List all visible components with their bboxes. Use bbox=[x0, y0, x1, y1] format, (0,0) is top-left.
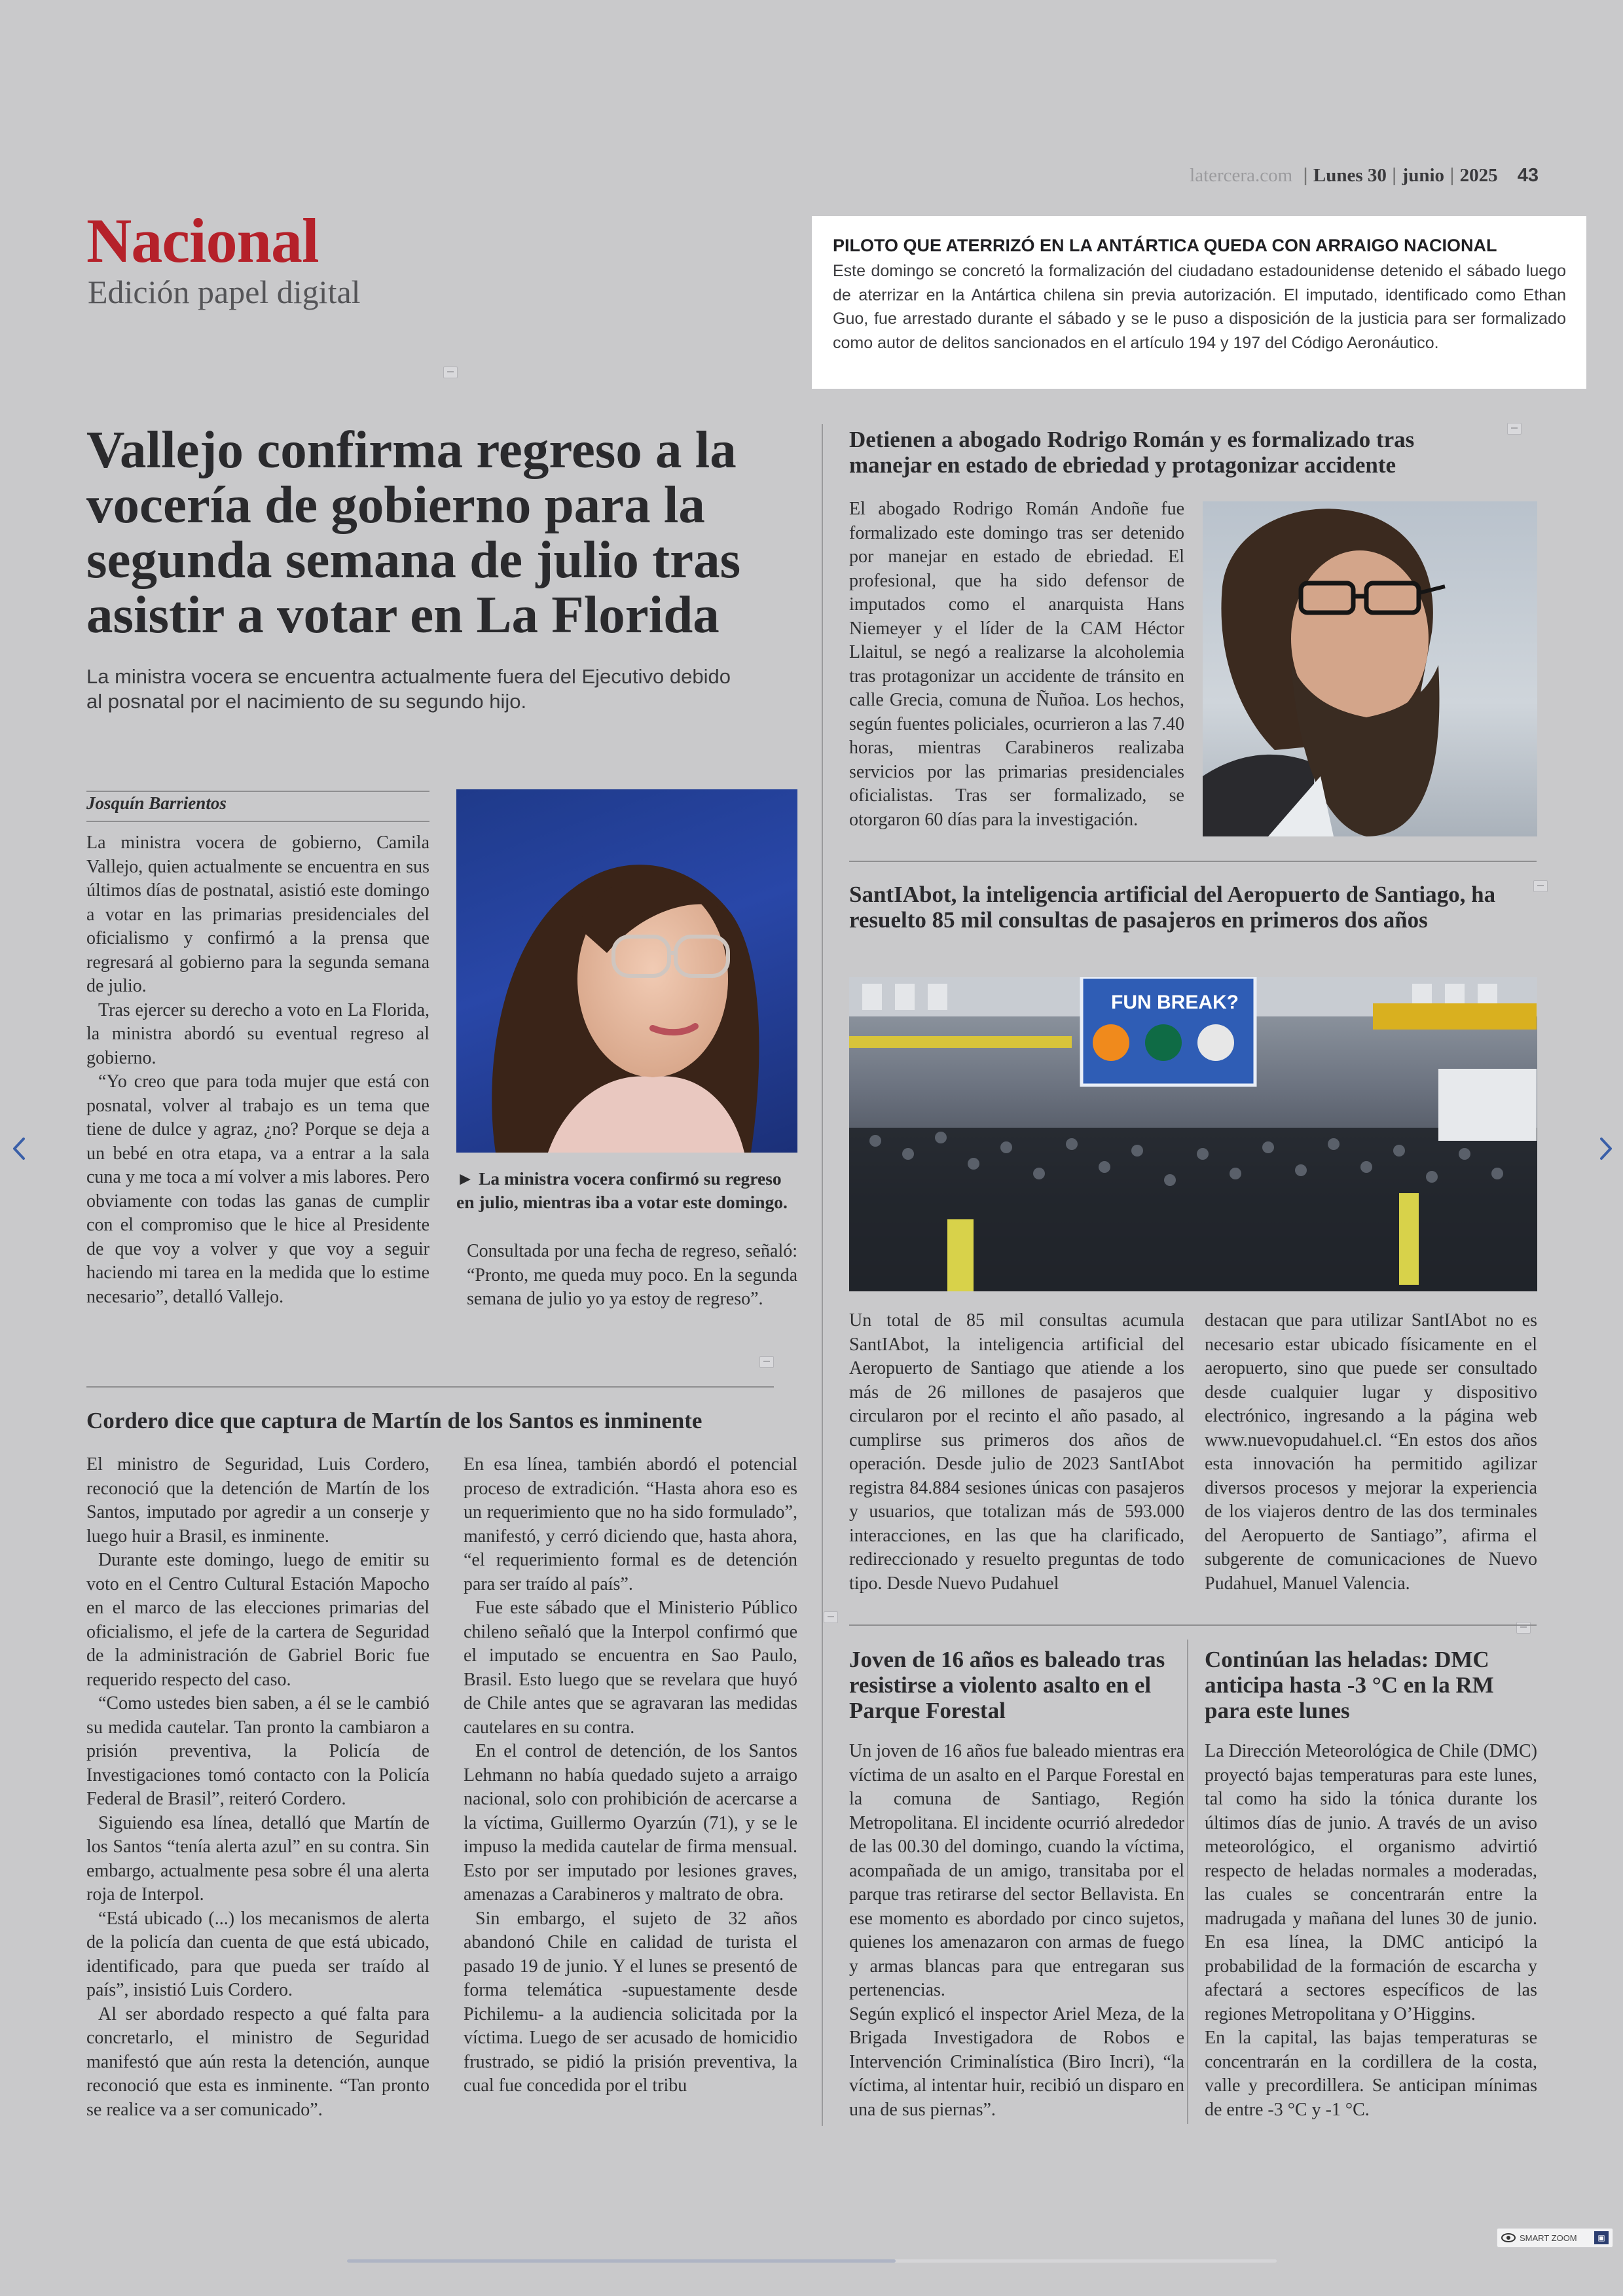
page-marker[interactable] bbox=[759, 1356, 774, 1368]
author-name: Josquín Barrientos bbox=[86, 793, 227, 813]
smart-zoom-button[interactable] bbox=[1497, 2228, 1613, 2248]
heladas-headline: Continúan las heladas: DMC anticipa hasta -3 °C en la RM para este lunes bbox=[1205, 1647, 1494, 1723]
joven-headline: Joven de 16 años es baleado tras resistirse a violento asalto en el Parque Forestal bbox=[849, 1647, 1165, 1723]
caption-arrow-icon: ► bbox=[456, 1168, 475, 1189]
roman-text: El abogado Rodrigo Román Andoñe fue formalizado este domingo tras ser detenido por manejar en estado de ebriedad. El profesional, que ha sido defensor de imputados como el anarquista Hans Niemeyer y el líder de la CAM Héctor Llaitul, se negó a realizarse la alcoholemia tras protagonizar un accidente de tránsito en calle Grecia, comuna de Ñuñoa. Los hechos, según fuentes policiales, ocurrieron a las 7.40 horas, mientras Carabineros realizaba servicios por las primarias presidenciales oficialistas. Tras ser formalizado, se otorgaron 60 días para la investigación. bbox=[849, 499, 1184, 830]
page-marker[interactable] bbox=[1516, 1622, 1531, 1634]
eye-icon bbox=[1501, 2233, 1516, 2242]
smart-zoom-label: SMART ZOOM bbox=[1520, 2233, 1577, 2243]
santiabot-col1: Un total de 85 mil consultas acumula SantIAbot, la inteligencia artificial del Aeropuerto de Santiago que atiende a los más de 26 millones de pasajeros que circularon por el recinto el año pasado, al cumplirse sus primeros dos años de operación. Desde julio de 2023 SantIAbot registra 84.884 sesiones únicas con pasajeros y usuarios, que totalizan más de 593.000 interacciones, en las que ha clarificado, redireccionado y resuelto preguntas de todo tipo. Desde Nuevo Pudahuel bbox=[849, 1310, 1184, 1594]
airport-photo bbox=[849, 977, 1537, 1291]
main-article-col1: La ministra vocera de gobierno, Camila Vallejo, quien actualmente se encuentra en sus últimos días de postnatal, asistió este domingo a votar en las primarias presidenciales del oficialismo y confirmó a la prensa que regresará al gobierno para la segunda semana de julio. Tras ejercer su derecho a voto en La Florida, la ministra abordó su eventual regreso al gobierno. “Yo creo que para toda mujer que está con posnatal, volver al trabajo es un tema que tiene de dulce y agraz, ¿no? Porque se deja a un bebé en otra etapa, va a entrar a la sala cuna y me toca a mí volver a mis labores. Pero obviamente con todas las ganas de cumplir con el compromiso que le hice al Presidente de que voy a volver y que voy a seguir haciendo mi tarea en la medida que lo estime necesario”, detalló Vallejo. bbox=[86, 833, 429, 1307]
vallejo-caption: ► La ministra vocera confirmó su regreso en julio, mientras iba a votar este domingo. bbox=[456, 1168, 788, 1212]
page-number: 43 bbox=[1517, 165, 1539, 186]
chevron-left-icon bbox=[7, 1132, 33, 1165]
roman-photo bbox=[1203, 501, 1537, 836]
column-divider bbox=[822, 424, 823, 2126]
scroll-thumb[interactable] bbox=[347, 2259, 896, 2263]
main-subhead: La ministra vocera se encuentra actualmente fuera del Ejecutivo debido al posnatal por el nacimiento de su segundo hijo. bbox=[86, 665, 731, 713]
airport-terminal-illustration bbox=[849, 977, 1537, 1291]
santiabot-col2: destacan que para utilizar SantIAbot no es necesario estar ubicado físicamente en el aeropuerto, sino que puede ser consultado desde cualquier lugar y dispositivo electrónico, ingresando a la página web www.nuevopudahuel.cl. “En estos dos años esta innovación ha permitido agilizar diversos procesos y mejorar la experiencia de los viajeros dentro de las dos terminales del Aeropuerto de Santiago”, afirma el subgerente de comunicaciones de Nuevo Pudahuel, Manuel Valencia. bbox=[1205, 1310, 1537, 1594]
joven-text: Un joven de 16 años fue baleado mientras era víctima de un asalto en el Parque Forestal en la comuna de Santiago, Región Metropolitana. El incidente ocurrió alrededor de las 00.30 del domingo, cuando la víctima, acompañada de un amigo, transitaba por el parque tras retirarse del sector Bellavista. En ese momento es abordado por cinco sujetos, quienes los amenazaron con armas de fuego y armas blancas para que entregaran sus pertenencias. Según explicó el inspector Ariel Meza, de la Brigada Investigadora de Robos e Intervención Criminalística (Biro Incri), “la víctima, al intentar huir, recibió un disparo en una de sus piernas”. bbox=[849, 1741, 1184, 2120]
scroll-track[interactable] bbox=[347, 2259, 1277, 2263]
cordero-headline: Cordero dice que captura de Martín de los Santos es inminente bbox=[86, 1408, 702, 1433]
section-rule bbox=[849, 861, 1537, 862]
page-marker[interactable] bbox=[443, 367, 458, 378]
header-day: Lunes 30 bbox=[1313, 165, 1387, 186]
previous-page-button[interactable] bbox=[7, 1132, 33, 1165]
airport-sign-text: FUN BREAK? bbox=[1111, 992, 1239, 1013]
section-title: Nacional bbox=[86, 206, 319, 276]
section-edition: Edición papel digital bbox=[88, 274, 361, 310]
cordero-col1: El ministro de Seguridad, Luis Cordero, reconoció que la detención de Martín de los Santos, imputado por agredir a un conserje y luego huir a Brasil, es inminente. Durante este domingo, luego de emitir su voto en el Centro Cultural Estación Mapocho en el marco de las elecciones primarias del oficialismo, el jefe de la cartera de Seguridad de la administración de Gabriel Boric fue requerido respecto del caso. “Como ustedes bien saben, a él se le cambió su medida cautelar. Tan pronto la cambiaron a prisión preventiva, la Policía de Investigaciones tomó contacto con la Policía Federal de Brasil”, reiteró Cordero. Siguiendo esa línea, detalló que Martín de los Santos “tenía alerta azul” en su contra. Sin embargo, actualmente pesa sobre él una alerta roja de Interpol. “Está ubicado (...) los mecanismos de alerta de la policía dan cuenta de que está ubicado, identificado, para que pueda ser traído al país”, insistió Luis Cordero. Al ser abordado respecto a qué falta para concretarlo, el ministro de Seguridad manifestó que aún resta la detención, aunque reconoció que esta es inminente. “Tan pronto se realice va a ser comunicado”. bbox=[86, 1454, 429, 2120]
roman-portrait-illustration bbox=[1203, 501, 1537, 836]
heladas-text: La Dirección Meteorológica de Chile (DMC) proyectó bajas temperaturas para este lunes, tal como ha sido la tónica durante los últimos días de junio. A través de un aviso meteorológico, el organismo advirtió respecto de heladas normales a moderadas, las cuales se concentrarán entre la madrugada y mañana del lunes 30 de junio. En esa línea, la DMC anticipó la probabilidad de la formación de escarcha y afectará a sectores específicos de las regiones Metropolitana y O’Higgins. En la capital, las bajas temperaturas se concentrarán en la cordillera de la costa, valle y precordillera. Se anticipan mínimas de entre -3 °C y -1 °C. bbox=[1205, 1741, 1537, 2120]
column-divider bbox=[1187, 1640, 1188, 2124]
header-month: junio bbox=[1402, 165, 1445, 186]
header-year: 2025 bbox=[1459, 165, 1498, 186]
vallejo-portrait-illustration bbox=[456, 789, 797, 1153]
page-marker[interactable] bbox=[1507, 423, 1522, 435]
author-rule bbox=[86, 821, 429, 822]
brief-text: Este domingo se concretó la formalización del ciudadano estadounidense detenido el sábado luego de aterrizar en la Antártica chilena sin previa autorización. El imputado, identificado como Ethan Guo, fue arrestado durante el sábado y se le puso a disposición de la justicia para ser formalizado como autor de delitos sancionados en el artículo 194 y 197 del Código Aeronáutico. bbox=[833, 262, 1566, 352]
main-headline: Vallejo confirma regreso a la vocería de gobierno para la segunda semana de julio tras asistir a votar en La Florida bbox=[86, 420, 741, 644]
site-name: latercera.com bbox=[1190, 165, 1293, 186]
page-header: latercera.com | Lunes 30 | junio | 2025 43 bbox=[1190, 165, 1539, 186]
page-marker[interactable] bbox=[824, 1611, 838, 1623]
main-article-col2: Consultada por una fecha de regreso, señaló: “Pronto, me queda muy poco. En la segunda semana de julio yo ya estoy de regreso”. bbox=[467, 1241, 797, 1309]
cordero-col2: En esa línea, también abordó el potencial proceso de extradición. “Hasta ahora eso es un requerimiento que no ha sido formulado”, manifestó, y cerró diciendo que, hasta ahora, “el requerimiento formal es de detención para ser traído al país”. Fue este sábado que el Ministerio Público chileno señaló que la Interpol confirmó que el imputado se encuentra en Sao Paulo, Brasil. Esto luego que se revelara que huyó de Chile antes que se agravaran las medidas cautelares en su contra. En el control de detención, de los Santos Lehmann no había quedado sujeto a arraigo nacional, solo con prohibición de acercarse a la víctima, Guillermo Oyarzún (71), y se le impuso la medida cautelar de firma mensual. Esto por ser imputado por lesiones graves, amenazas a Carabineros y maltrato de obra. Sin embargo, el sujeto de 32 años abandonó Chile en calidad de turista el pasado 19 de junio. Y el lunes se presentó de forma telemática -supuestamente desde Pichilemu- a la audiencia solicitada por la víctima. Luego de ser acusado de homicidio frustrado, se pidió la prisión preventiva, la cual fue concedida por el tribu bbox=[464, 1454, 797, 2096]
section-rule bbox=[86, 1386, 774, 1388]
chevron-right-icon bbox=[1592, 1132, 1618, 1165]
vallejo-photo bbox=[456, 789, 797, 1153]
section-rule bbox=[849, 1624, 1537, 1626]
next-page-button[interactable] bbox=[1592, 1132, 1618, 1165]
zoom-box-icon: ▣ bbox=[1594, 2231, 1609, 2244]
author-rule bbox=[86, 791, 429, 792]
roman-headline: Detienen a abogado Rodrigo Román y es formalizado tras manejar en estado de ebriedad y protagonizar accidente bbox=[849, 427, 1415, 478]
brief-title: PILOTO QUE ATERRIZÓ EN LA ANTÁRTICA QUEDA CON ARRAIGO NACIONAL bbox=[833, 236, 1497, 255]
santiabot-headline: SantIAbot, la inteligencia artificial del Aeropuerto de Santiago, ha resuelto 85 mil consultas de pasajeros en primeros dos años bbox=[849, 882, 1496, 933]
